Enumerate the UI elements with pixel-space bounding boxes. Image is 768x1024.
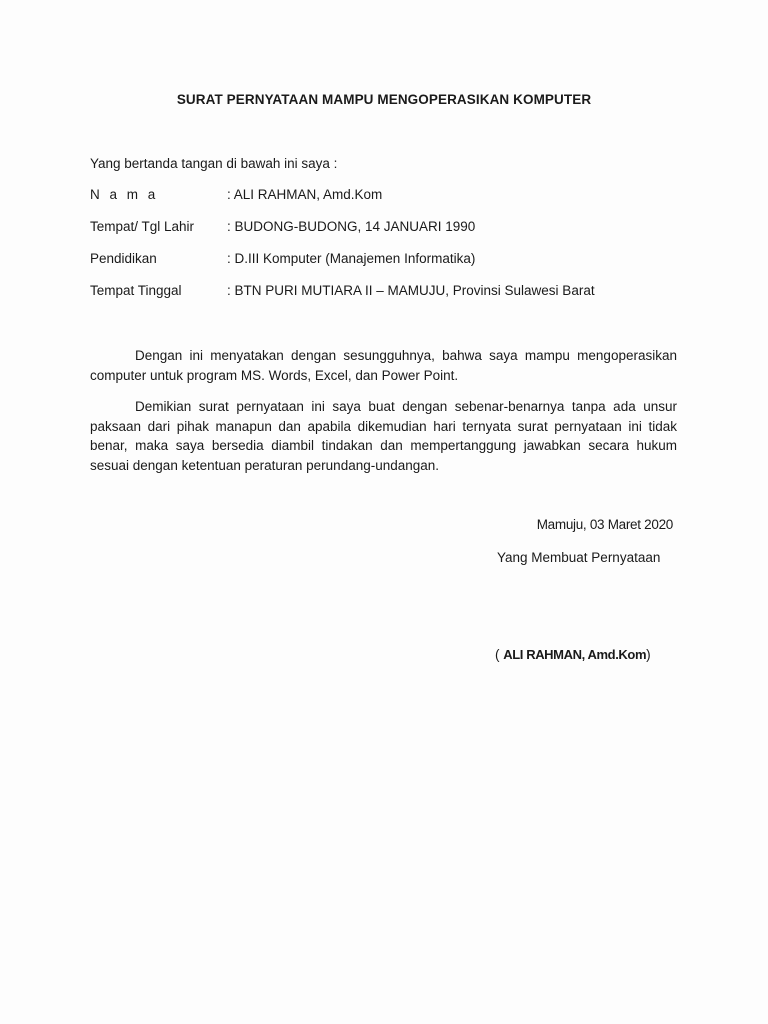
field-row-tempat-tinggal bbox=[90, 283, 690, 301]
field-row-nama bbox=[90, 187, 690, 205]
document-title: SURAT PERNYATAAN MAMPU MENGOPERASIKAN KOMPUTER bbox=[176, 92, 592, 107]
field-label-ttl: Tempat/ Tgl Lahir bbox=[90, 219, 195, 234]
field-value-pendidikan: : D.III Komputer (Manajemen Informatika) bbox=[227, 251, 476, 266]
signature-block bbox=[495, 647, 651, 662]
place-date: Mamuju, 03 Maret 2020 bbox=[536, 517, 673, 532]
field-row-ttl bbox=[90, 219, 690, 237]
field-value-ttl: : BUDONG-BUDONG, 14 JANUARI 1990 bbox=[227, 219, 476, 234]
signature-open-paren: ( bbox=[495, 647, 504, 662]
field-value-nama: : ALI RAHMAN, Amd.Kom bbox=[227, 187, 383, 202]
signer-caption: Yang Membuat Pernyataan bbox=[497, 550, 661, 565]
statement-paragraph: Dengan ini menyatakan dengan sesungguhnya, bahwa saya mampu mengoperasikan computer untuk program MS. Words, Excel, dan Power Point. bbox=[90, 348, 677, 383]
field-label-pendidikan: Pendidikan bbox=[90, 251, 157, 266]
field-label-nama: N a m a bbox=[90, 187, 159, 202]
intro-line: Yang bertanda tangan di bawah ini saya : bbox=[90, 156, 338, 171]
field-row-pendidikan bbox=[90, 251, 690, 269]
closing-paragraph: Demikian surat pernyataan ini saya buat dengan sebenar-benarnya tanpa ada unsur paksaan dari pihak manapun dan apabila dikemudian hari ternyata surat pernyataan ini tidak benar, maka saya bersedia diambil tindakan dan mempertanggung jawabkan secara hukum sesuai dengan ketentuan peraturan perundang-undangan. bbox=[90, 399, 677, 473]
signature-close-paren: ) bbox=[646, 647, 651, 662]
field-label-tempat-tinggal: Tempat Tinggal bbox=[90, 283, 182, 298]
field-value-tempat-tinggal: : BTN PURI MUTIARA II – MAMUJU, Provinsi Sulawesi Barat bbox=[227, 283, 595, 298]
signature-name: ALI RAHMAN, Amd.Kom bbox=[503, 647, 647, 662]
